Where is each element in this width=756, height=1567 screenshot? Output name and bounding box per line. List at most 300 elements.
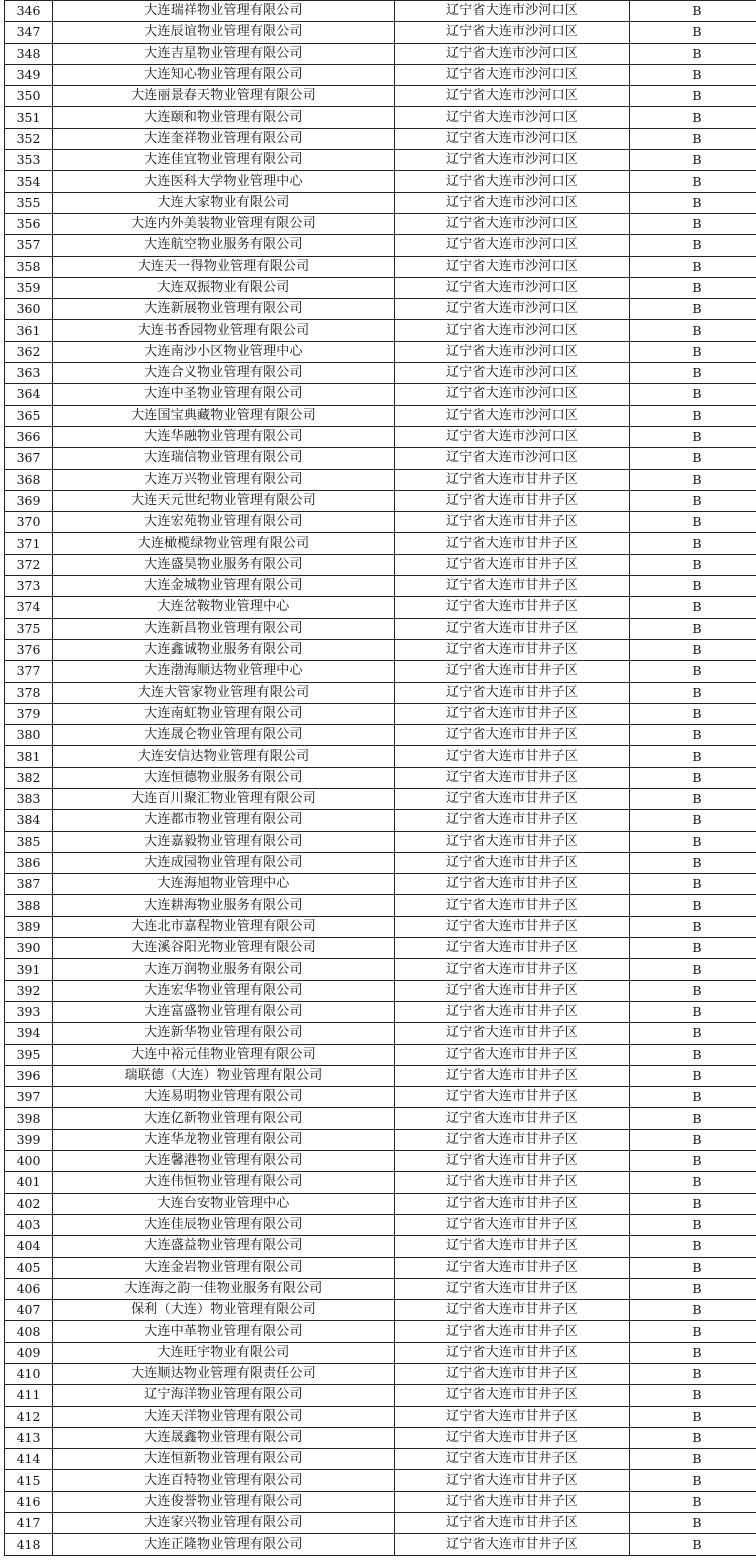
grade-cell: B (630, 1278, 756, 1299)
address-cell: 辽宁省大连市沙河口区 (395, 128, 630, 149)
grade-cell: B (630, 341, 756, 362)
table-row (5, 405, 756, 426)
row-number-cell: 348 (5, 43, 53, 64)
table-row (5, 639, 756, 660)
table-row (5, 661, 756, 682)
table-row (5, 576, 756, 597)
table-row (5, 597, 756, 618)
company-name-cell: 大连台安物业管理中心 (53, 1193, 395, 1214)
company-name-cell: 大连中革物业管理有限公司 (53, 1321, 395, 1342)
row-number-cell: 364 (5, 384, 53, 405)
grade-cell: B (630, 1427, 756, 1448)
company-name-cell: 大连耕海物业服务有限公司 (53, 895, 395, 916)
address-cell: 辽宁省大连市沙河口区 (395, 405, 630, 426)
company-name-cell: 大连嘉毅物业管理有限公司 (53, 831, 395, 852)
grade-cell: B (630, 576, 756, 597)
grade-cell: B (630, 512, 756, 533)
grade-cell: B (630, 43, 756, 64)
company-name-cell: 大连亿新物业管理有限公司 (53, 1108, 395, 1129)
row-number-cell: 386 (5, 852, 53, 873)
address-cell: 辽宁省大连市甘井子区 (395, 980, 630, 1001)
row-number-cell: 382 (5, 767, 53, 788)
row-number-cell: 356 (5, 213, 53, 234)
table-row (5, 1044, 756, 1065)
table-row (5, 86, 756, 107)
grade-cell: B (630, 1214, 756, 1235)
row-number-cell: 396 (5, 1065, 53, 1086)
grade-cell: B (630, 192, 756, 213)
address-cell: 辽宁省大连市甘井子区 (395, 1300, 630, 1321)
address-cell: 辽宁省大连市沙河口区 (395, 235, 630, 256)
address-cell: 辽宁省大连市甘井子区 (395, 874, 630, 895)
grade-cell: B (630, 235, 756, 256)
company-name-cell: 大连海旭物业管理中心 (53, 874, 395, 895)
address-cell: 辽宁省大连市甘井子区 (395, 1257, 630, 1278)
address-cell: 辽宁省大连市甘井子区 (395, 810, 630, 831)
company-name-cell: 大连金城物业管理有限公司 (53, 576, 395, 597)
address-cell: 辽宁省大连市甘井子区 (395, 1001, 630, 1022)
grade-cell: B (630, 107, 756, 128)
address-cell: 辽宁省大连市沙河口区 (395, 86, 630, 107)
table-row (5, 128, 756, 149)
address-cell: 辽宁省大连市甘井子区 (395, 490, 630, 511)
row-number-cell: 371 (5, 533, 53, 554)
company-name-cell: 大连成园物业管理有限公司 (53, 852, 395, 873)
table-row (5, 1108, 756, 1129)
table-row (5, 1513, 756, 1534)
row-number-cell: 351 (5, 107, 53, 128)
address-cell: 辽宁省大连市沙河口区 (395, 43, 630, 64)
row-number-cell: 368 (5, 469, 53, 490)
row-number-cell: 362 (5, 341, 53, 362)
company-name-cell: 大连顺达物业管理有限责任公司 (53, 1364, 395, 1385)
table-row (5, 554, 756, 575)
grade-cell: B (630, 746, 756, 767)
company-name-cell: 大连双振物业有限公司 (53, 277, 395, 298)
table-row (5, 235, 756, 256)
table-row (5, 43, 756, 64)
address-cell: 辽宁省大连市甘井子区 (395, 1044, 630, 1065)
address-cell: 辽宁省大连市甘井子区 (395, 1449, 630, 1470)
row-number-cell: 349 (5, 64, 53, 85)
table-row (5, 1406, 756, 1427)
table-row (5, 22, 756, 43)
company-name-cell: 大连南虹物业管理有限公司 (53, 703, 395, 724)
row-number-cell: 408 (5, 1321, 53, 1342)
address-cell: 辽宁省大连市甘井子区 (395, 1321, 630, 1342)
table-row (5, 1427, 756, 1448)
address-cell: 辽宁省大连市甘井子区 (395, 1193, 630, 1214)
table-row (5, 363, 756, 384)
address-cell: 辽宁省大连市沙河口区 (395, 341, 630, 362)
row-number-cell: 367 (5, 448, 53, 469)
grade-cell: B (630, 384, 756, 405)
grade-cell: B (630, 1193, 756, 1214)
table-row (5, 767, 756, 788)
table-row (5, 1364, 756, 1385)
company-name-cell: 大连瑞祥物业管理有限公司 (53, 1, 395, 22)
row-number-cell: 373 (5, 576, 53, 597)
row-number-cell: 397 (5, 1087, 53, 1108)
table-row (5, 703, 756, 724)
address-cell: 辽宁省大连市甘井子区 (395, 938, 630, 959)
company-name-cell: 大连新展物业管理有限公司 (53, 299, 395, 320)
table-row (5, 938, 756, 959)
table-row (5, 448, 756, 469)
row-number-cell: 400 (5, 1151, 53, 1172)
table-row (5, 1214, 756, 1235)
address-cell: 辽宁省大连市沙河口区 (395, 213, 630, 234)
table-row (5, 1193, 756, 1214)
row-number-cell: 389 (5, 916, 53, 937)
company-name-cell: 大连鑫诚物业服务有限公司 (53, 639, 395, 660)
company-name-cell: 大连都市物业管理有限公司 (53, 810, 395, 831)
grade-cell: B (630, 1023, 756, 1044)
address-cell: 辽宁省大连市甘井子区 (395, 682, 630, 703)
grade-cell: B (630, 469, 756, 490)
address-cell: 辽宁省大连市甘井子区 (395, 959, 630, 980)
address-cell: 辽宁省大连市沙河口区 (395, 256, 630, 277)
row-number-cell: 385 (5, 831, 53, 852)
row-number-cell: 387 (5, 874, 53, 895)
row-number-cell: 357 (5, 235, 53, 256)
address-cell: 辽宁省大连市甘井子区 (395, 725, 630, 746)
table-row (5, 150, 756, 171)
grade-cell: B (630, 1001, 756, 1022)
address-cell: 辽宁省大连市沙河口区 (395, 277, 630, 298)
company-name-cell: 大连合义物业管理有限公司 (53, 363, 395, 384)
company-name-cell: 大连华龙物业管理有限公司 (53, 1129, 395, 1150)
row-number-cell: 347 (5, 22, 53, 43)
row-number-cell: 377 (5, 661, 53, 682)
row-number-cell: 398 (5, 1108, 53, 1129)
table-row (5, 1001, 756, 1022)
company-name-cell: 大连天元世纪物业管理有限公司 (53, 490, 395, 511)
grade-cell: B (630, 639, 756, 660)
company-name-cell: 大连新华物业管理有限公司 (53, 1023, 395, 1044)
address-cell: 辽宁省大连市沙河口区 (395, 22, 630, 43)
company-name-cell: 瑞联德（大连）物业管理有限公司 (53, 1065, 395, 1086)
company-name-cell: 大连馨港物业管理有限公司 (53, 1151, 395, 1172)
table-row (5, 1, 756, 22)
address-cell: 辽宁省大连市甘井子区 (395, 512, 630, 533)
company-name-cell: 大连旺宇物业有限公司 (53, 1342, 395, 1363)
table-row (5, 746, 756, 767)
company-name-cell: 大连金岩物业管理有限公司 (53, 1257, 395, 1278)
grade-cell: B (630, 703, 756, 724)
row-number-cell: 366 (5, 426, 53, 447)
company-name-cell: 大连瑞信物业管理有限公司 (53, 448, 395, 469)
table-row (5, 107, 756, 128)
table-row (5, 725, 756, 746)
company-name-cell: 大连恒新物业管理有限公司 (53, 1449, 395, 1470)
table-row (5, 1257, 756, 1278)
table-row (5, 1300, 756, 1321)
row-number-cell: 412 (5, 1406, 53, 1427)
address-cell: 辽宁省大连市沙河口区 (395, 448, 630, 469)
row-number-cell: 354 (5, 171, 53, 192)
company-name-cell: 大连万润物业服务有限公司 (53, 959, 395, 980)
grade-cell: B (630, 490, 756, 511)
grade-cell: B (630, 128, 756, 149)
row-number-cell: 383 (5, 788, 53, 809)
row-number-cell: 392 (5, 980, 53, 1001)
table-row (5, 1065, 756, 1086)
grade-cell: B (630, 150, 756, 171)
row-number-cell: 352 (5, 128, 53, 149)
row-number-cell: 415 (5, 1470, 53, 1491)
grade-cell: B (630, 1236, 756, 1257)
table-row (5, 384, 756, 405)
address-cell: 辽宁省大连市甘井子区 (395, 895, 630, 916)
table-row (5, 1491, 756, 1512)
table-row (5, 1087, 756, 1108)
grade-cell: B (630, 1257, 756, 1278)
grade-cell: B (630, 959, 756, 980)
row-number-cell: 411 (5, 1385, 53, 1406)
grade-cell: B (630, 1321, 756, 1342)
company-name-cell: 大连书香园物业管理有限公司 (53, 320, 395, 341)
company-name-cell: 大连易明物业管理有限公司 (53, 1087, 395, 1108)
row-number-cell: 381 (5, 746, 53, 767)
row-number-cell: 346 (5, 1, 53, 22)
table-row (5, 1129, 756, 1150)
table-row (5, 1236, 756, 1257)
company-name-cell: 大连国宝典藏物业管理有限公司 (53, 405, 395, 426)
company-name-cell: 大连渤海顺达物业管理中心 (53, 661, 395, 682)
row-number-cell: 418 (5, 1534, 53, 1555)
address-cell: 辽宁省大连市沙河口区 (395, 299, 630, 320)
company-name-cell: 大连辰谊物业管理有限公司 (53, 22, 395, 43)
table-row (5, 810, 756, 831)
company-name-cell: 大连晟仑物业管理有限公司 (53, 725, 395, 746)
row-number-cell: 378 (5, 682, 53, 703)
row-number-cell: 353 (5, 150, 53, 171)
table-row (5, 1172, 756, 1193)
grade-cell: B (630, 22, 756, 43)
table-row (5, 469, 756, 490)
table-row (5, 490, 756, 511)
row-number-cell: 350 (5, 86, 53, 107)
address-cell: 辽宁省大连市甘井子区 (395, 1065, 630, 1086)
address-cell: 辽宁省大连市沙河口区 (395, 171, 630, 192)
grade-cell: B (630, 299, 756, 320)
table-body (5, 1, 756, 1556)
row-number-cell: 399 (5, 1129, 53, 1150)
table-row (5, 213, 756, 234)
grade-cell: B (630, 86, 756, 107)
address-cell: 辽宁省大连市甘井子区 (395, 1513, 630, 1534)
grade-cell: B (630, 1449, 756, 1470)
company-name-cell: 大连航空物业服务有限公司 (53, 235, 395, 256)
row-number-cell: 365 (5, 405, 53, 426)
address-cell: 辽宁省大连市甘井子区 (395, 1406, 630, 1427)
table-row (5, 1151, 756, 1172)
company-name-cell: 大连北市嘉程物业管理有限公司 (53, 916, 395, 937)
company-name-cell: 大连富盛物业管理有限公司 (53, 1001, 395, 1022)
address-cell: 辽宁省大连市甘井子区 (395, 1129, 630, 1150)
company-name-cell: 大连中圣物业管理有限公司 (53, 384, 395, 405)
company-name-cell: 大连华融物业管理有限公司 (53, 426, 395, 447)
company-name-cell: 大连医科大学物业管理中心 (53, 171, 395, 192)
company-name-cell: 大连俊誉物业管理有限公司 (53, 1491, 395, 1512)
company-name-cell: 大连吉星物业管理有限公司 (53, 43, 395, 64)
grade-cell: B (630, 256, 756, 277)
address-cell: 辽宁省大连市甘井子区 (395, 554, 630, 575)
grade-cell: B (630, 725, 756, 746)
row-number-cell: 388 (5, 895, 53, 916)
address-cell: 辽宁省大连市甘井子区 (395, 661, 630, 682)
grade-cell: B (630, 682, 756, 703)
company-name-cell: 大连伟恒物业管理有限公司 (53, 1172, 395, 1193)
row-number-cell: 358 (5, 256, 53, 277)
address-cell: 辽宁省大连市甘井子区 (395, 1108, 630, 1129)
grade-cell: B (630, 980, 756, 1001)
grade-cell: B (630, 320, 756, 341)
address-cell: 辽宁省大连市甘井子区 (395, 597, 630, 618)
company-name-cell: 大连家兴物业管理有限公司 (53, 1513, 395, 1534)
grade-cell: B (630, 831, 756, 852)
grade-cell: B (630, 1044, 756, 1065)
grade-cell: B (630, 64, 756, 85)
row-number-cell: 372 (5, 554, 53, 575)
row-number-cell: 414 (5, 1449, 53, 1470)
row-number-cell: 409 (5, 1342, 53, 1363)
address-cell: 辽宁省大连市沙河口区 (395, 1, 630, 22)
address-cell: 辽宁省大连市甘井子区 (395, 469, 630, 490)
company-name-cell: 辽宁海洋物业管理有限公司 (53, 1385, 395, 1406)
address-cell: 辽宁省大连市甘井子区 (395, 1364, 630, 1385)
company-name-cell: 大连盛昊物业服务有限公司 (53, 554, 395, 575)
grade-cell: B (630, 448, 756, 469)
grade-cell: B (630, 405, 756, 426)
row-number-cell: 370 (5, 512, 53, 533)
company-name-cell: 大连盛益物业管理有限公司 (53, 1236, 395, 1257)
row-number-cell: 374 (5, 597, 53, 618)
row-number-cell: 376 (5, 639, 53, 660)
address-cell: 辽宁省大连市甘井子区 (395, 746, 630, 767)
grade-cell: B (630, 1129, 756, 1150)
company-name-cell: 大连奎祥物业管理有限公司 (53, 128, 395, 149)
address-cell: 辽宁省大连市甘井子区 (395, 1491, 630, 1512)
address-cell: 辽宁省大连市甘井子区 (395, 703, 630, 724)
grade-cell: B (630, 1406, 756, 1427)
address-cell: 辽宁省大连市沙河口区 (395, 320, 630, 341)
address-cell: 辽宁省大连市甘井子区 (395, 1236, 630, 1257)
table-row (5, 1534, 756, 1555)
grade-cell: B (630, 874, 756, 895)
company-name-cell: 大连宏华物业管理有限公司 (53, 980, 395, 1001)
row-number-cell: 363 (5, 363, 53, 384)
table-row (5, 1321, 756, 1342)
address-cell: 辽宁省大连市甘井子区 (395, 1214, 630, 1235)
company-name-cell: 大连海之韵一佳物业服务有限公司 (53, 1278, 395, 1299)
address-cell: 辽宁省大连市甘井子区 (395, 533, 630, 554)
address-cell: 辽宁省大连市甘井子区 (395, 576, 630, 597)
company-name-cell: 大连新昌物业管理有限公司 (53, 618, 395, 639)
address-cell: 辽宁省大连市甘井子区 (395, 1023, 630, 1044)
grade-cell: B (630, 788, 756, 809)
grade-cell: B (630, 597, 756, 618)
table-row (5, 916, 756, 937)
grade-cell: B (630, 1385, 756, 1406)
address-cell: 辽宁省大连市沙河口区 (395, 426, 630, 447)
grade-cell: B (630, 171, 756, 192)
address-cell: 辽宁省大连市甘井子区 (395, 1172, 630, 1193)
grade-cell: B (630, 1108, 756, 1129)
table-row (5, 1385, 756, 1406)
row-number-cell: 394 (5, 1023, 53, 1044)
address-cell: 辽宁省大连市甘井子区 (395, 916, 630, 937)
table-row (5, 618, 756, 639)
grade-cell: B (630, 1364, 756, 1385)
address-cell: 辽宁省大连市沙河口区 (395, 64, 630, 85)
table-row (5, 852, 756, 873)
company-name-cell: 大连天洋物业管理有限公司 (53, 1406, 395, 1427)
table-row (5, 831, 756, 852)
row-number-cell: 375 (5, 618, 53, 639)
company-name-cell: 大连佳辰物业管理有限公司 (53, 1214, 395, 1235)
company-name-cell: 大连百特物业管理有限公司 (53, 1470, 395, 1491)
table-row (5, 874, 756, 895)
grade-cell: B (630, 938, 756, 959)
company-name-cell: 大连南沙小区物业管理中心 (53, 341, 395, 362)
company-name-cell: 大连丽景春天物业管理有限公司 (53, 86, 395, 107)
address-cell: 辽宁省大连市甘井子区 (395, 1534, 630, 1555)
address-cell: 辽宁省大连市沙河口区 (395, 150, 630, 171)
row-number-cell: 404 (5, 1236, 53, 1257)
table-row (5, 320, 756, 341)
grade-cell: B (630, 363, 756, 384)
table-row (5, 277, 756, 298)
table-row (5, 1278, 756, 1299)
address-cell: 辽宁省大连市甘井子区 (395, 852, 630, 873)
address-cell: 辽宁省大连市甘井子区 (395, 831, 630, 852)
table-row (5, 1023, 756, 1044)
company-name-cell: 大连天一得物业管理有限公司 (53, 256, 395, 277)
address-cell: 辽宁省大连市沙河口区 (395, 192, 630, 213)
company-name-cell: 大连安信达物业管理有限公司 (53, 746, 395, 767)
row-number-cell: 403 (5, 1214, 53, 1235)
address-cell: 辽宁省大连市甘井子区 (395, 1427, 630, 1448)
table-row (5, 64, 756, 85)
address-cell: 辽宁省大连市沙河口区 (395, 384, 630, 405)
address-cell: 辽宁省大连市甘井子区 (395, 767, 630, 788)
table-row (5, 980, 756, 1001)
grade-cell: B (630, 1151, 756, 1172)
grade-cell: B (630, 277, 756, 298)
row-number-cell: 384 (5, 810, 53, 831)
row-number-cell: 405 (5, 1257, 53, 1278)
grade-cell: B (630, 1513, 756, 1534)
company-name-cell: 大连百川聚汇物业管理有限公司 (53, 788, 395, 809)
company-name-cell: 大连佳宜物业管理有限公司 (53, 150, 395, 171)
table-row (5, 1449, 756, 1470)
grade-cell: B (630, 213, 756, 234)
company-name-cell: 大连宏苑物业管理有限公司 (53, 512, 395, 533)
company-name-cell: 大连内外美装物业管理有限公司 (53, 213, 395, 234)
table-row (5, 1342, 756, 1363)
grade-cell: B (630, 810, 756, 831)
address-cell: 辽宁省大连市沙河口区 (395, 107, 630, 128)
row-number-cell: 390 (5, 938, 53, 959)
grade-cell: B (630, 1065, 756, 1086)
table-row (5, 895, 756, 916)
row-number-cell: 410 (5, 1364, 53, 1385)
table-row (5, 512, 756, 533)
row-number-cell: 395 (5, 1044, 53, 1065)
address-cell: 辽宁省大连市甘井子区 (395, 1385, 630, 1406)
